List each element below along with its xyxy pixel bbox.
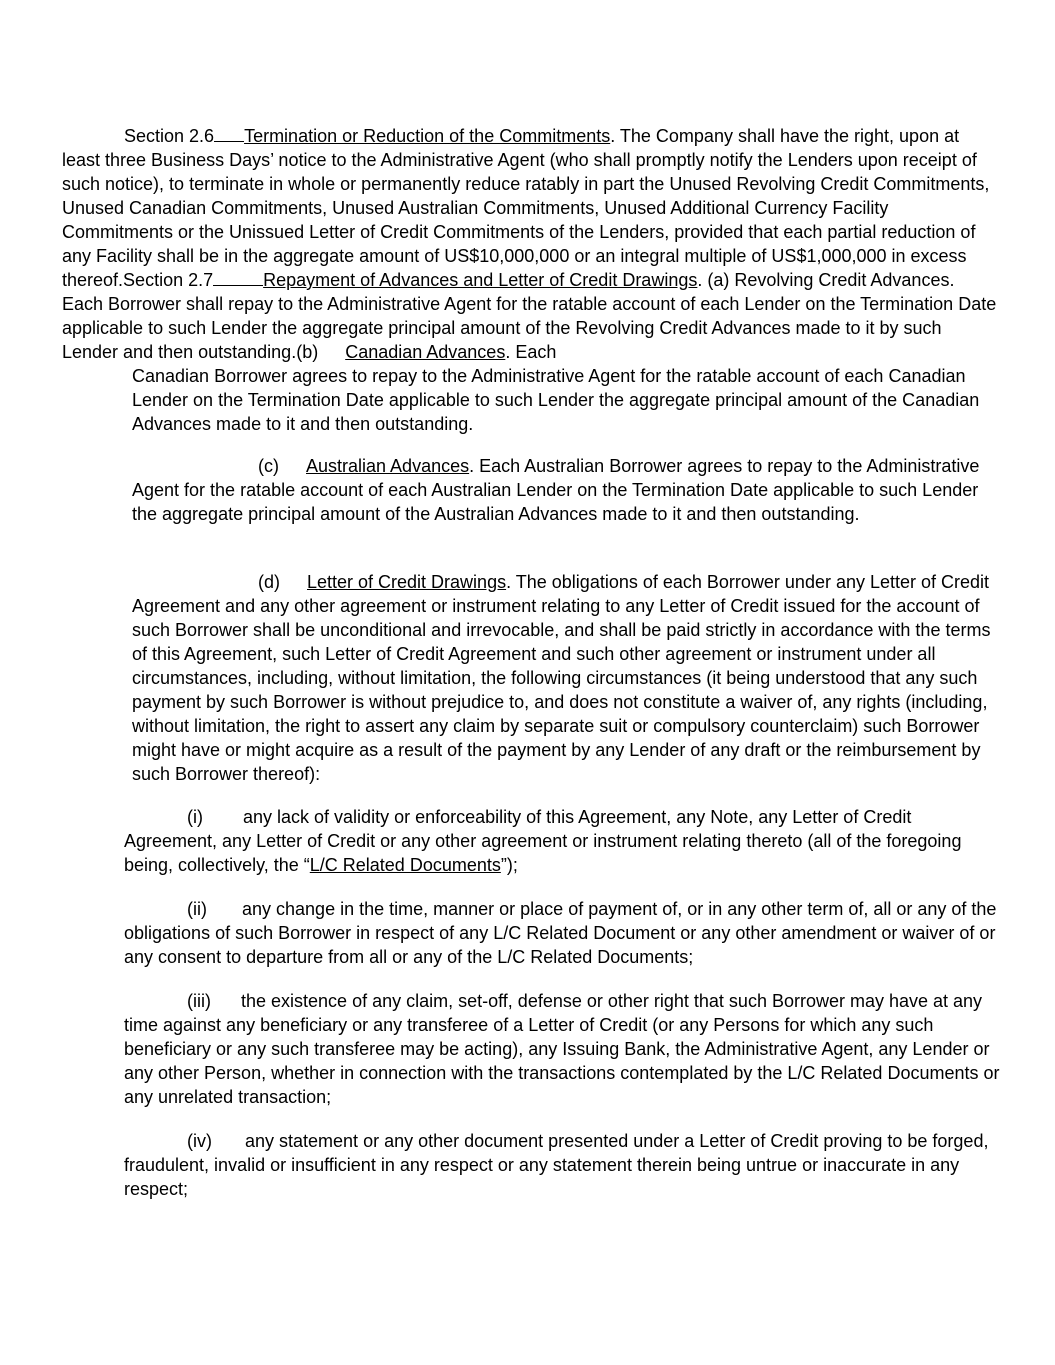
clause-iii-label: (iii)	[187, 991, 211, 1011]
section-2-7-b-heading: Canadian Advances	[345, 342, 506, 362]
clause-i-label: (i)	[187, 807, 203, 827]
section-2-7-d-heading: Letter of Credit Drawings	[307, 572, 507, 592]
clause-ii-paragraph	[124, 897, 1004, 969]
clause-iii-text: the existence of any claim, set-off, defense or other right that such Borrower may have at any time against any beneficiary or any transferee of a Letter of Credit (or any Persons for which any such beneficiary or any such transferee may be acting), any Issuing Bank, the Administrative Agent, any Lender or any other Person, whether in connection with the transactions contemplated by the L/C Related Documents or any unrelated transaction;	[124, 991, 1000, 1107]
clause-iv-text: any statement or any other document presented under a Letter of Credit proving to be forged, fraudulent, invalid or insufficient in any respect or any statement therein being untrue or inaccurate in any respect;	[124, 1131, 989, 1199]
section-2-7-d-text: . The obligations of each Borrower under any Letter of Credit Agreement and any other agreement or instrument relating to any Letter of Credit issued for the account of such Borrower shall be unconditional and irrevocable, and shall be paid strictly in accordance with the terms of this Agreement, such Letter of Credit Agreement and such other agreement or instrument under all circumstances, including, without limitation, the following circumstances (it being understood that any such payment by such Borrower is without prejudice to, and does not constitute a waiver of, any rights (including, without limitation, the right to assert any claim by separate suit or compulsory counterclaim) such Borrower might have or might acquire as a result of the payment by any Lender of any draft or the reimbursement by such Borrower thereof):	[132, 572, 991, 784]
section-2-7-c-paragraph	[132, 454, 1002, 526]
section-2-7-number: Section 2.7	[123, 270, 214, 290]
section-2-6-text: . The Company shall have the right, upon at least three Business Days’ notice to the Administrative Agent (who shall promptly notify the Lenders upon receipt of such notice), to terminate in whole or permanently reduce ratably in part the Unused Revolving Credit Commitments, Unused Canadian Commitments, Unused Australian Commitments, Unused Additional Currency Facility Commitments or the Unissued Letter of Credit Commitments of the Lenders, provided that each partial reduction of any Facility shall be in the aggregate amount of US$10,000,000 or an integral multiple of US$1,000,000 in excess thereof.	[62, 126, 990, 290]
section-2-7-c-heading: Australian Advances	[306, 456, 470, 476]
section-2-7-b-label: (b)	[296, 342, 319, 362]
clause-iv-paragraph	[124, 1129, 1004, 1201]
section-2-7-b-paragraph	[132, 364, 1002, 436]
section-2-6-heading: Termination or Reduction of the Commitments	[244, 126, 611, 146]
clause-ii-text: any change in the time, manner or place of payment of, or in any other term of, all or any of the obligations of such Borrower in respect of any L/C Related Document or any other amendment or waiver of or any consent to departure from all or any of the L/C Related Documents;	[124, 899, 997, 967]
section-2-6-paragraph	[62, 124, 997, 364]
clause-ii-label: (ii)	[187, 899, 207, 919]
clause-i-text: any lack of validity or enforceability of this Agreement, any Note, any Letter of Credit Agreement, any Letter of Credit or any other agreement or instrument relating thereto (all of the foregoing being, collectively, the “	[124, 807, 962, 875]
section-2-7-a-text: . (a) Revolving Credit Advances. Each Borrower shall repay to the Administrative Agent for the ratable account of each Lender on the Termination Date applicable to such Lender the aggregate principal amount of the Revolving Credit Advances made to it by such Lender and then outstanding.	[62, 270, 997, 362]
clause-i-end: ”);	[500, 855, 518, 875]
section-2-7-b-text-start: . Each	[505, 342, 557, 362]
clause-i-paragraph	[124, 805, 1004, 877]
section-2-6-number: Section 2.6	[124, 126, 215, 146]
section-2-7-c-label: (c)	[258, 456, 279, 476]
clause-iii-paragraph	[124, 989, 1004, 1109]
section-2-7-heading: Repayment of Advances and Letter of Credit Drawings	[263, 270, 698, 290]
section-2-7-d-label: (d)	[258, 572, 280, 592]
tab-leader	[213, 268, 263, 286]
section-2-7-b-text: Canadian Borrower agrees to repay to the Administrative Agent for the ratable account of each Canadian Lender on the Termination Date applicable to such Lender the aggregate principal amount of the Canadian Advances made to it and then outstanding.	[132, 366, 980, 434]
tab-leader	[214, 124, 244, 142]
clause-i-defined-term: L/C Related Documents	[309, 855, 501, 875]
section-2-7-c-text: . Each Australian Borrower agrees to repay to the Administrative Agent for the ratable account of each Australian Lender on the Termination Date applicable to such Lender the aggregate principal amount of the Australian Advances made to it and then outstanding.	[132, 456, 980, 524]
clause-iv-label: (iv)	[187, 1131, 212, 1151]
section-2-7-d-paragraph	[132, 570, 1002, 786]
